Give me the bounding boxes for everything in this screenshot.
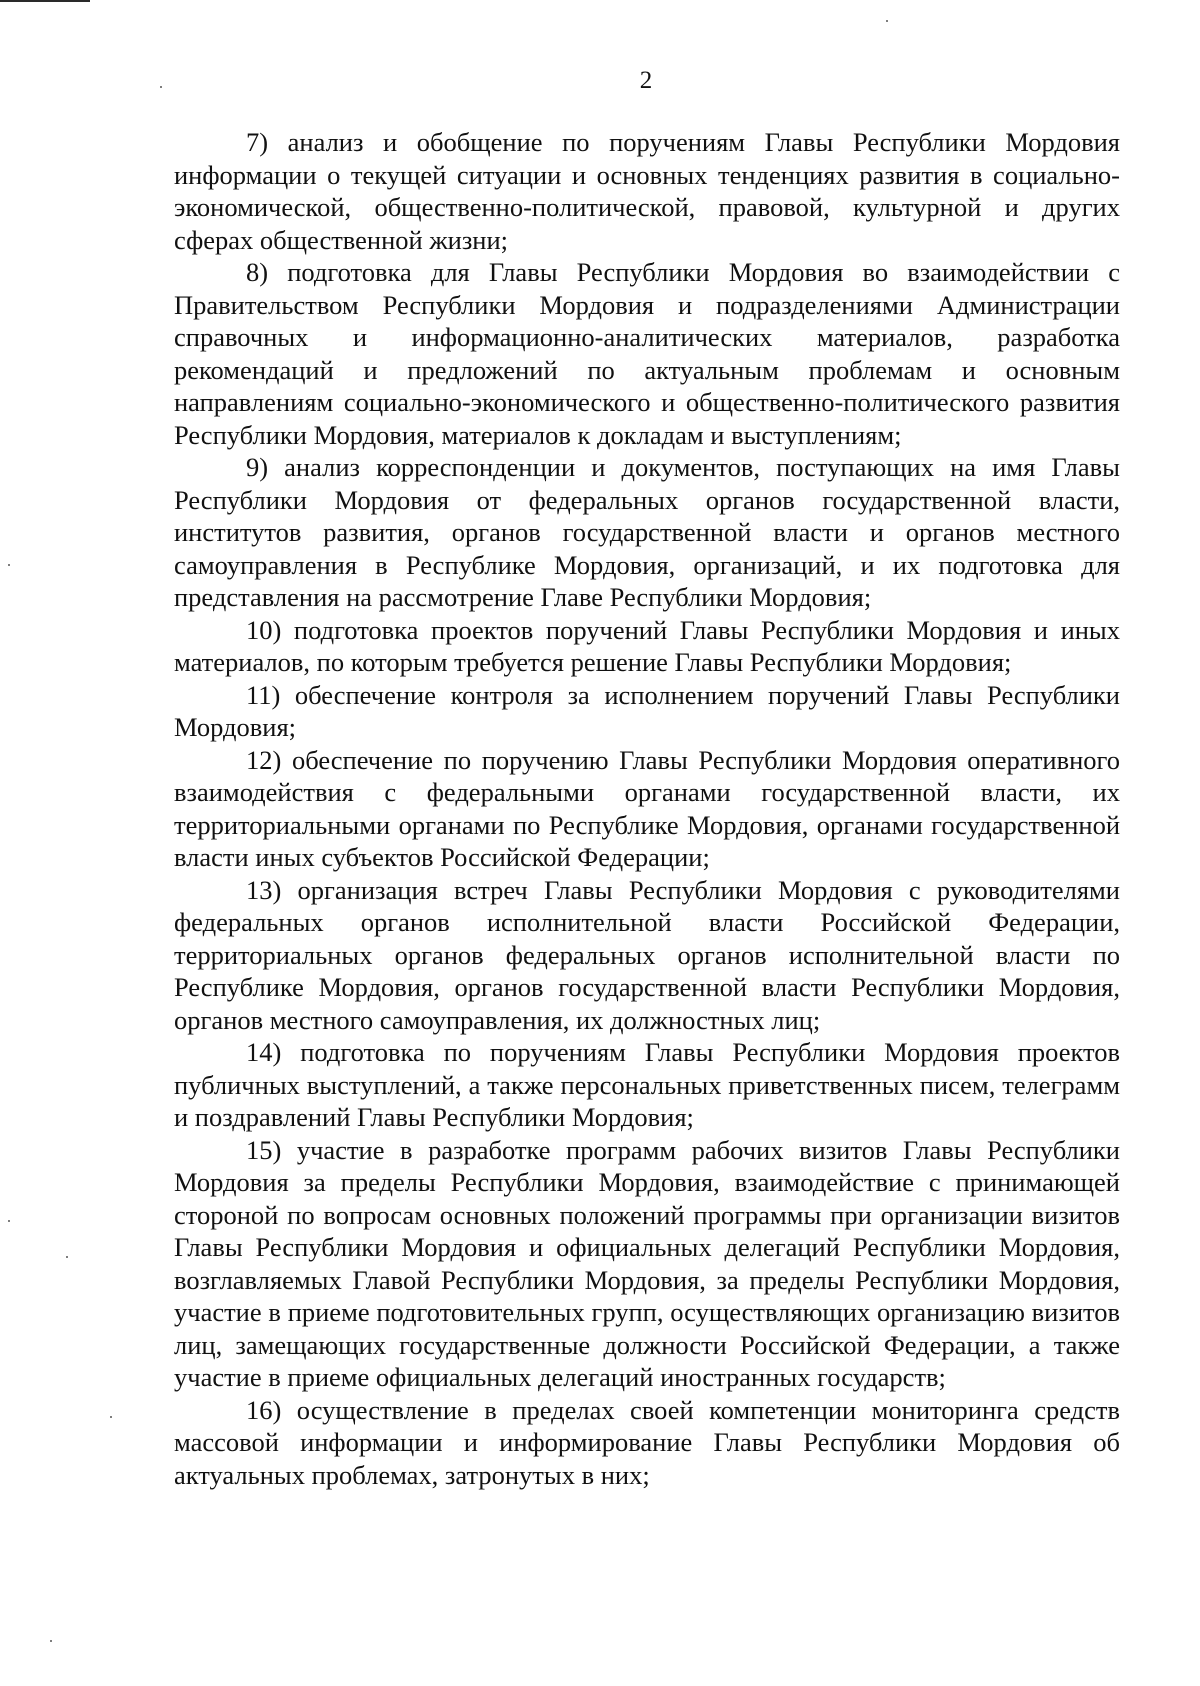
paragraph-item-8: 8) подготовка для Главы Республики Мордовия во взаимодействии с Правительством Республики Мордовия и подразделениями Администрации справочных и информационно-аналитических материалов, разработка рекомендаций и предложений по актуальным проблемам и основным направлениям социально-экономического и общественно-политического развития Республики Мордовия, материалов к докладам и выступлениям; [174, 257, 1120, 450]
paragraph-item-16: 16) осуществление в пределах своей компетенции мониторинга средств массовой информации и информирование Главы Республики Мордовия об актуальных проблемах, затронутых в них; [174, 1394, 1120, 1490]
page-number: 2 [639, 67, 653, 94]
paragraph-item-13: 13) организация встреч Главы Республики Мордовия с руководителями федеральных органов исполнительной власти Российской Федерации, территориальных органов федеральных органов исполнительной власти по Республике Мордовия, органов государственной власти Республики Мордовия, органов местного самоуправления, их должностных лиц; [174, 874, 1120, 1035]
paragraph-item-12: 12) обеспечение по поручению Главы Республики Мордовия оперативного взаимодействия с федеральными органами государственной власти, их территориальными органами по Республике Мордовия, органами государственной власти иных субъектов Российской Федерации; [174, 744, 1120, 872]
scan-speck [66, 1256, 68, 1258]
paragraph-item-11: 11) обеспечение контроля за исполнением поручений Главы Республики Мордовия; [174, 679, 1120, 742]
paragraph-item-10: 10) подготовка проектов поручений Главы Республики Мордовия и иных материалов, по которым требуется решение Главы Республики Мордовия; [174, 614, 1120, 677]
scan-speck [8, 1220, 10, 1222]
document-body [174, 126, 1120, 1491]
scan-speck [50, 1640, 52, 1642]
scan-speck [8, 564, 10, 566]
scan-speck [886, 20, 888, 22]
scan-speck [110, 1416, 112, 1418]
paragraph-item-9: 9) анализ корреспонденции и документов, поступающих на имя Главы Республики Мордовия от федеральных органов государственной власти, институтов развития, органов государственной власти и органов местного самоуправления в Республике Мордовия, организаций, и их подготовка для представления на рассмотрение Главе Республики Мордовия; [174, 452, 1120, 612]
paragraph-item-14: 14) подготовка по поручениям Главы Республики Мордовия проектов публичных выступлений, а также персональных приветственных писем, телеграмм и поздравлений Главы Республики Мордовия; [174, 1037, 1120, 1132]
paragraph-item-15: 15) участие в разработке программ рабочих визитов Главы Республики Мордовия за пределы Республики Мордовия, взаимодействие с принимающей стороной по вопросам основных положений программы при организации визитов Главы Республики Мордовия и официальных делегаций Республики Мордовия, возглавляемых Главой Республики Мордовия, за пределы Республики Мордовия, участие в приеме подготовительных групп, осуществляющих организацию визитов лиц, замещающих государственные должности Российской Федерации, а также участие в приеме официальных делегаций иностранных государств; [174, 1134, 1120, 1392]
paragraph-item-7: 7) анализ и обобщение по поручениям Главы Республики Мордовия информации о текущей ситуации и основных тенденциях развития в социально-экономической, общественно-политической, правовой, культурной и других сферах общественной жизни; [174, 127, 1120, 255]
scan-edge-mark [0, 0, 90, 2]
